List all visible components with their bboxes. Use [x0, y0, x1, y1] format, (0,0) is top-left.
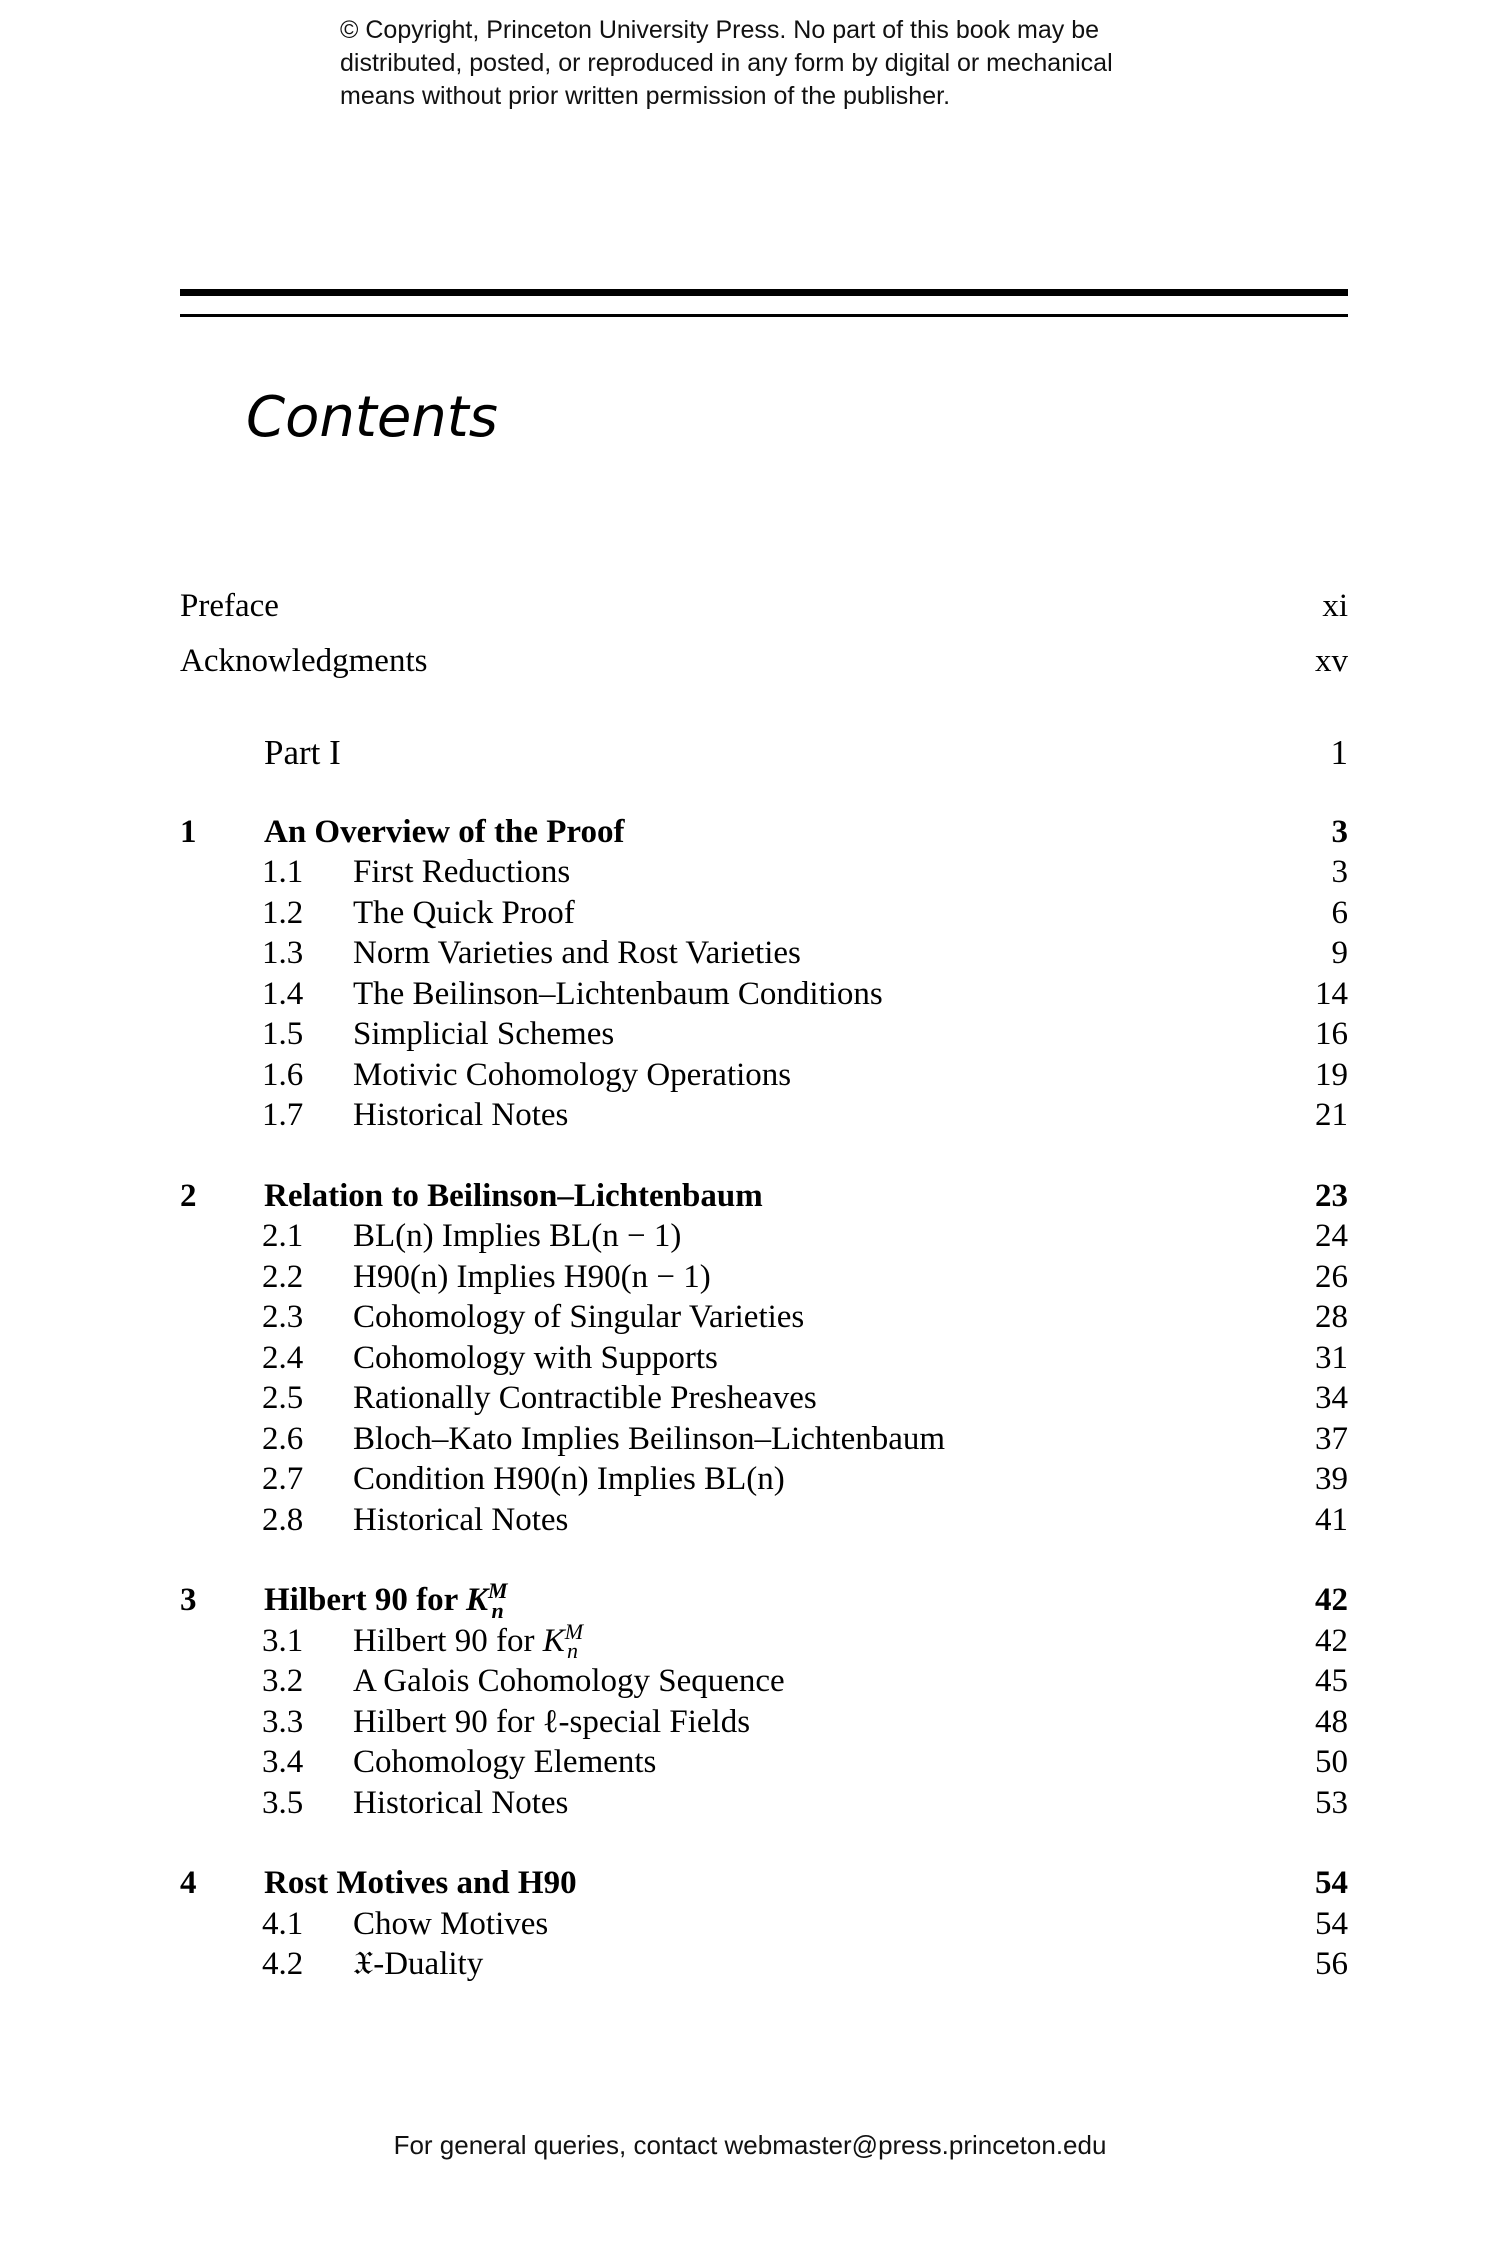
section-page: 39 — [1315, 1461, 1348, 1497]
copyright-line: distributed, posted, or reproduced in any form by digital or mechanical — [340, 49, 1113, 77]
chapter-number: 1 — [180, 813, 197, 850]
section-number: 3.1 — [262, 1622, 304, 1659]
section-title: Cohomology Elements — [353, 1744, 657, 1780]
section-page: 28 — [1315, 1299, 1348, 1335]
toc-section[interactable] — [180, 1014, 1348, 1055]
toc-chapter-1[interactable] — [180, 812, 1348, 853]
section-title: A Galois Cohomology Sequence — [353, 1663, 785, 1699]
section-page: 54 — [1315, 1905, 1348, 1942]
section-page: 37 — [1315, 1420, 1348, 1457]
page-title: Contents — [246, 385, 498, 450]
toc-section[interactable] — [180, 1661, 1348, 1702]
section-number: 2.6 — [262, 1420, 304, 1457]
toc-section[interactable] — [180, 852, 1348, 893]
section-number: 1.7 — [262, 1097, 304, 1133]
section-number: 2.4 — [262, 1339, 304, 1376]
section-page: 16 — [1315, 1016, 1348, 1052]
toc-chapter-4[interactable] — [180, 1863, 1348, 1904]
section-number: 2.3 — [262, 1299, 304, 1335]
section-number: 1.6 — [262, 1056, 304, 1093]
section-page: 19 — [1315, 1056, 1348, 1093]
toc-entry-page: xi — [1322, 588, 1348, 624]
section-title: Hilbert 90 for ℓ-special Fields — [353, 1703, 751, 1740]
section-title: The Quick Proof — [353, 894, 575, 931]
chapter-number: 3 — [180, 1582, 197, 1618]
toc-section[interactable] — [180, 1618, 1348, 1664]
section-number: 4.1 — [262, 1905, 304, 1942]
section-number: 3.3 — [262, 1703, 304, 1740]
toc-chapter-3[interactable] — [180, 1580, 1348, 1621]
section-number: 1.3 — [262, 935, 304, 971]
copyright-line: means without prior written permission of the publisher. — [340, 82, 951, 110]
section-title: Norm Varieties and Rost Varieties — [353, 935, 801, 971]
copyright-notice — [340, 14, 1240, 113]
toc-part-heading[interactable] — [180, 733, 1348, 774]
section-number: 2.2 — [262, 1258, 304, 1295]
section-page: 45 — [1315, 1663, 1348, 1699]
section-title: Simplicial Schemes — [353, 1016, 615, 1052]
section-number: 3.5 — [262, 1784, 304, 1821]
section-page: 6 — [1331, 894, 1348, 931]
toc-section[interactable] — [180, 1904, 1348, 1945]
toc-section[interactable] — [180, 1702, 1348, 1743]
chapter-page: 3 — [1331, 813, 1348, 850]
section-title: Hilbert 90 for $K^M_n$ — [353, 1618, 584, 1664]
toc-entry-title: Acknowledgments — [180, 642, 428, 679]
section-title: Historical Notes — [353, 1501, 569, 1538]
chapter-number: 2 — [180, 1177, 197, 1214]
section-page: 56 — [1315, 1946, 1348, 1982]
chapter-title: Relation to Beilinson–Lichtenbaum — [264, 1177, 763, 1214]
toc-section[interactable] — [180, 1459, 1348, 1500]
section-title: BL(n) Implies BL(n − 1) — [353, 1218, 682, 1254]
section-number: 1.1 — [262, 854, 304, 890]
section-page: 48 — [1315, 1703, 1348, 1740]
chapter-page: 23 — [1315, 1177, 1348, 1214]
toc-section[interactable] — [180, 1378, 1348, 1419]
section-page: 31 — [1315, 1339, 1348, 1376]
toc-section[interactable] — [180, 1500, 1348, 1541]
toc-section[interactable] — [180, 1055, 1348, 1096]
copyright-line: © Copyright, Princeton University Press. No part of this book may be — [340, 16, 1100, 44]
section-title: The Beilinson–Lichtenbaum Conditions — [353, 975, 883, 1012]
toc-entry-page: xv — [1315, 642, 1348, 679]
toc-section[interactable] — [180, 1257, 1348, 1298]
section-title: H90(n) Implies H90(n − 1) — [353, 1258, 711, 1295]
section-page: 34 — [1315, 1380, 1348, 1416]
section-title: Condition H90(n) Implies BL(n) — [353, 1461, 785, 1497]
chapter-number: 4 — [180, 1865, 197, 1901]
section-page: 24 — [1315, 1218, 1348, 1254]
chapter-page: 54 — [1315, 1865, 1348, 1901]
section-title: Historical Notes — [353, 1097, 569, 1133]
section-title: Cohomology with Supports — [353, 1339, 718, 1376]
section-title: Historical Notes — [353, 1784, 569, 1821]
toc-entry-preface[interactable] — [180, 586, 1348, 627]
section-number: 2.5 — [262, 1380, 304, 1416]
toc-section[interactable] — [180, 1216, 1348, 1257]
section-title: Motivic Cohomology Operations — [353, 1056, 792, 1093]
section-page: 21 — [1315, 1097, 1348, 1133]
section-title: 𝔛-Duality — [353, 1946, 484, 1982]
section-title: Chow Motives — [353, 1905, 549, 1942]
section-number: 1.4 — [262, 975, 304, 1012]
chapter-title: Rost Motives and H90 — [264, 1865, 577, 1901]
section-number: 4.2 — [262, 1946, 304, 1982]
toc-section[interactable] — [180, 1419, 1348, 1460]
section-title: First Reductions — [353, 854, 571, 890]
toc-section[interactable] — [180, 1742, 1348, 1783]
chapter-title: An Overview of the Proof — [264, 813, 625, 850]
section-title: Cohomology of Singular Varieties — [353, 1299, 805, 1335]
toc-section[interactable] — [180, 1297, 1348, 1338]
toc-part-page: 1 — [1330, 733, 1348, 772]
toc-chapter-2[interactable] — [180, 1176, 1348, 1217]
section-page: 14 — [1315, 975, 1348, 1012]
section-title: Rationally Contractible Presheaves — [353, 1380, 817, 1416]
toc-section[interactable] — [180, 933, 1348, 974]
toc-section[interactable] — [180, 1338, 1348, 1379]
toc-section[interactable] — [180, 1095, 1348, 1136]
footer-contact: For general queries, contact webmaster@press.princeton.edu — [393, 2130, 1107, 2160]
chapter-page: 42 — [1315, 1582, 1348, 1618]
header-rule-thick — [180, 289, 1348, 296]
section-number: 3.4 — [262, 1744, 304, 1780]
section-title: Bloch–Kato Implies Beilinson–Lichtenbaum — [353, 1420, 946, 1457]
table-of-contents — [180, 586, 1348, 1985]
section-number: 3.2 — [262, 1663, 304, 1699]
toc-section[interactable] — [180, 893, 1348, 934]
section-number: 2.8 — [262, 1501, 304, 1538]
section-page: 26 — [1315, 1258, 1348, 1295]
toc-section[interactable] — [180, 974, 1348, 1015]
section-page: 41 — [1315, 1501, 1348, 1538]
chapter-title: Hilbert 90 for $K^M_n$ — [264, 1578, 508, 1623]
section-number: 1.2 — [262, 894, 304, 931]
toc-section[interactable] — [180, 1783, 1348, 1824]
header-rule-thin — [180, 314, 1348, 317]
section-page: 50 — [1315, 1744, 1348, 1780]
toc-entry-title: Preface — [180, 588, 279, 624]
section-number: 2.1 — [262, 1218, 304, 1254]
toc-part-title: Part I — [264, 733, 341, 772]
toc-entry-acknowledgments[interactable] — [180, 641, 1348, 682]
section-page: 9 — [1331, 935, 1348, 971]
section-number: 1.5 — [262, 1016, 304, 1052]
toc-section[interactable] — [180, 1944, 1348, 1985]
section-page: 42 — [1315, 1622, 1348, 1659]
section-number: 2.7 — [262, 1461, 304, 1497]
section-page: 3 — [1331, 854, 1348, 890]
section-page: 53 — [1315, 1784, 1348, 1821]
